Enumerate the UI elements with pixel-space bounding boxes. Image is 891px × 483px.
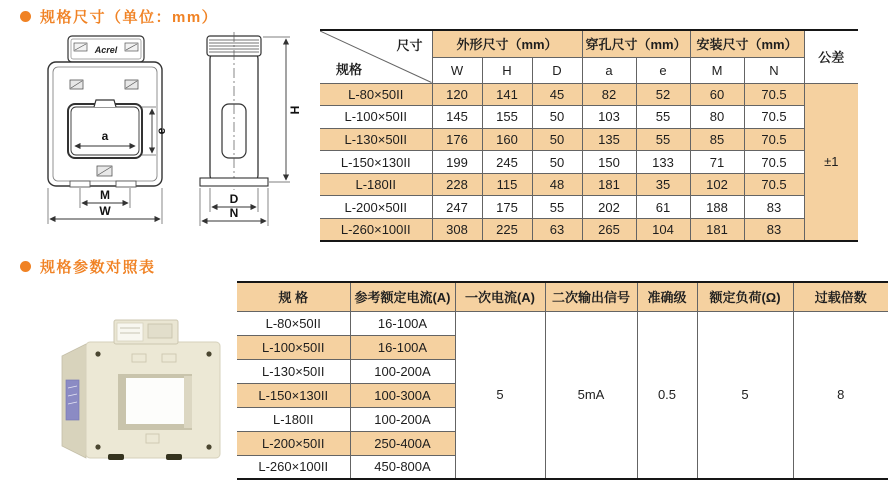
value-cell: 141 (482, 83, 532, 106)
value-cell: 103 (582, 106, 636, 129)
model-cell: L-100×50II (237, 335, 350, 359)
model-cell: L-180II (237, 407, 350, 431)
header-rated-burden: 额定负荷(Ω) (697, 282, 793, 311)
value-cell: 308 (432, 219, 482, 242)
side-view-drawing (182, 28, 307, 228)
value-cell: 55 (636, 128, 690, 151)
value-cell: 199 (432, 151, 482, 174)
table-row (320, 128, 858, 151)
value-cell: 55 (532, 196, 582, 219)
value-cell: 60 (690, 83, 744, 106)
section-bullet-icon (20, 11, 31, 22)
value-cell: 228 (432, 173, 482, 196)
table-row (320, 196, 858, 219)
model-cell: L-200×50II (320, 196, 432, 219)
table-row (320, 83, 858, 106)
accuracy-class-cell: 0.5 (637, 311, 697, 479)
value-cell: 35 (636, 173, 690, 196)
corner-label-model: 规格 (336, 61, 363, 77)
ref-current-cell: 450-800A (350, 455, 455, 479)
ref-current-cell: 100-300A (350, 383, 455, 407)
value-cell: 247 (432, 196, 482, 219)
model-cell: L-80×50II (237, 311, 350, 335)
section-title-text: 规格参数对照表 (40, 259, 156, 276)
model-cell: L-80×50II (320, 83, 432, 106)
model-cell: L-130×50II (320, 128, 432, 151)
sub-header-d: D (532, 57, 582, 83)
front-view-drawing (30, 28, 180, 228)
ref-current-cell: 250-400A (350, 431, 455, 455)
header-accuracy-class: 准确级 (637, 282, 697, 311)
sub-header-h: H (482, 57, 532, 83)
value-cell: 48 (532, 173, 582, 196)
header-row (237, 282, 888, 311)
header-model: 规 格 (237, 282, 350, 311)
sub-header-w: W (432, 57, 482, 83)
value-cell: 83 (744, 196, 804, 219)
table-row (320, 219, 858, 242)
value-cell: 52 (636, 83, 690, 106)
product-photo (28, 296, 233, 471)
value-cell: 188 (690, 196, 744, 219)
header-overload-factor: 过载倍数 (793, 282, 888, 311)
value-cell: 50 (532, 106, 582, 129)
value-cell: 265 (582, 219, 636, 242)
value-cell: 83 (744, 219, 804, 242)
value-cell: 225 (482, 219, 532, 242)
value-cell: 82 (582, 83, 636, 106)
model-cell: L-150×130II (320, 151, 432, 174)
header-group-row (320, 30, 858, 57)
header-ref-current: 参考额定电流(A) (350, 282, 455, 311)
value-cell: 115 (482, 173, 532, 196)
value-cell: 50 (532, 128, 582, 151)
value-cell: 135 (582, 128, 636, 151)
dim-label-e: e (154, 127, 168, 135)
section-bullet-icon (20, 261, 31, 272)
dim-label-m: M (100, 188, 110, 202)
ref-current-cell: 100-200A (350, 407, 455, 431)
col-group-mounting: 安装尺寸（mm） (690, 30, 804, 57)
secondary-output-cell: 5mA (545, 311, 637, 479)
value-cell: 245 (482, 151, 532, 174)
value-cell: 70.5 (744, 106, 804, 129)
value-cell: 70.5 (744, 173, 804, 196)
sub-header-a: a (582, 57, 636, 83)
value-cell: 71 (690, 151, 744, 174)
primary-current-cell: 5 (455, 311, 545, 479)
table-row (320, 106, 858, 129)
dim-label-n: N (229, 206, 239, 220)
value-cell: 70.5 (744, 128, 804, 151)
tolerance-value-cell: ±1 (804, 83, 858, 241)
value-cell: 155 (482, 106, 532, 129)
rated-burden-cell: 5 (697, 311, 793, 479)
value-cell: 55 (636, 106, 690, 129)
value-cell: 102 (690, 173, 744, 196)
sub-header-m: M (690, 57, 744, 83)
value-cell: 70.5 (744, 83, 804, 106)
corner-header-cell (320, 30, 432, 83)
section-title-text: 规格尺寸（单位：mm） (40, 9, 219, 26)
overload-factor-cell: 8 (793, 311, 888, 479)
col-group-hole: 穿孔尺寸（mm） (582, 30, 690, 57)
tolerance-header-cell: 公差 (804, 30, 858, 83)
value-cell: 70.5 (744, 151, 804, 174)
dim-label-w: W (99, 204, 111, 218)
table-row (237, 311, 888, 335)
value-cell: 181 (690, 219, 744, 242)
dim-label-a: a (101, 129, 109, 143)
brand-logo-text: Acrel (94, 45, 118, 55)
value-cell: 160 (482, 128, 532, 151)
table-row (320, 173, 858, 196)
model-cell: L-180II (320, 173, 432, 196)
model-cell: L-260×100II (237, 455, 350, 479)
value-cell: 145 (432, 106, 482, 129)
section-title-parameters (20, 256, 156, 277)
model-cell: L-200×50II (237, 431, 350, 455)
value-cell: 181 (582, 173, 636, 196)
header-primary-current: 一次电流(A) (455, 282, 545, 311)
model-cell: L-260×100II (320, 219, 432, 242)
size-table (320, 29, 858, 242)
ref-current-cell: 16-100A (350, 335, 455, 359)
model-cell: L-130×50II (237, 359, 350, 383)
value-cell: 63 (532, 219, 582, 242)
section-title-dimensions (20, 6, 218, 27)
corner-label-size: 尺寸 (396, 38, 423, 53)
value-cell: 176 (432, 128, 482, 151)
value-cell: 175 (482, 196, 532, 219)
parameter-table (237, 281, 888, 480)
col-group-outline: 外形尺寸（mm） (432, 30, 582, 57)
sub-header-e: e (636, 57, 690, 83)
ref-current-cell: 100-200A (350, 359, 455, 383)
value-cell: 104 (636, 219, 690, 242)
ref-current-cell: 16-100A (350, 311, 455, 335)
value-cell: 80 (690, 106, 744, 129)
dim-label-d: D (229, 192, 239, 206)
value-cell: 133 (636, 151, 690, 174)
value-cell: 202 (582, 196, 636, 219)
value-cell: 50 (532, 151, 582, 174)
model-cell: L-100×50II (320, 106, 432, 129)
value-cell: 150 (582, 151, 636, 174)
value-cell: 45 (532, 83, 582, 106)
table-row (320, 151, 858, 174)
value-cell: 120 (432, 83, 482, 106)
value-cell: 85 (690, 128, 744, 151)
value-cell: 61 (636, 196, 690, 219)
sub-header-n: N (744, 57, 804, 83)
model-cell: L-150×130II (237, 383, 350, 407)
header-secondary-output: 二次输出信号 (545, 282, 637, 311)
dim-label-h: H (288, 105, 302, 115)
